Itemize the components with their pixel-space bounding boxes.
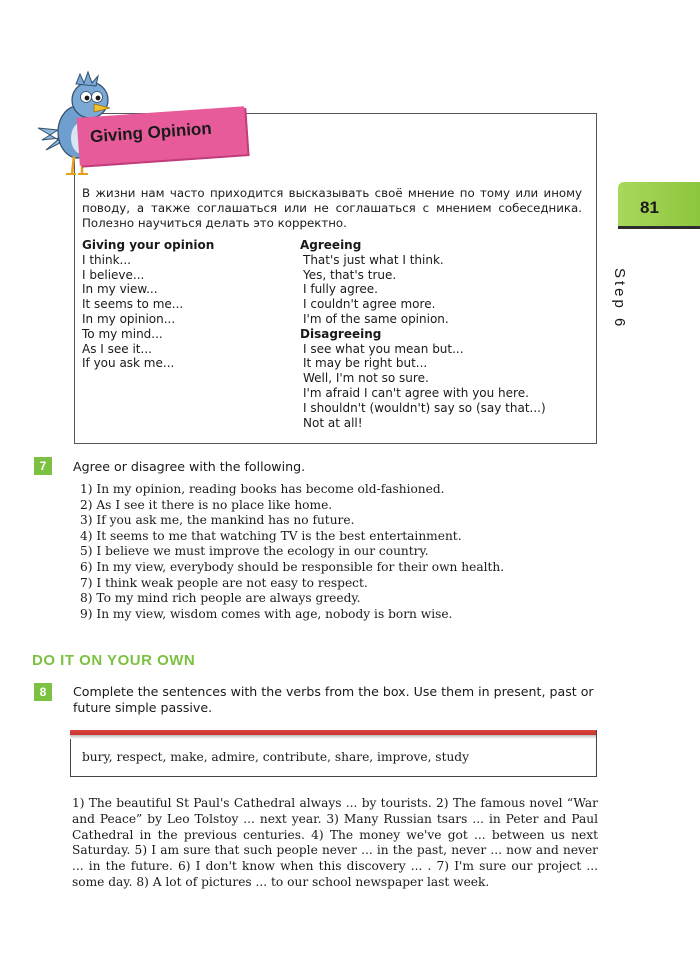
opinion-box-title: Giving Opinion [89,118,213,147]
word-box-shadow [70,735,596,739]
list-item: As I see it... [82,341,152,356]
exercise-7-badge: 7 [34,457,52,475]
list-item: I think... [82,252,131,267]
list-item: I'm afraid I can't agree with you here. [303,385,529,400]
exercise-7-instruction: Agree or disagree with the following. [73,459,306,474]
exercise-8-instruction: Complete the sentences with the verbs from the box. Use them in present, past or future simple passive. [73,684,594,715]
exercise-8-badge: 8 [34,683,52,701]
sentence-item: 8) To my mind rich people are always greedy. [80,591,361,606]
list-item: I'm of the same opinion. [303,311,449,326]
list-item: Not at all! [303,415,363,430]
list-item: In my opinion... [82,311,176,326]
list-item: I believe... [82,267,145,282]
exercise-8-paragraph: 1) The beautiful St Paul's Cathedral always ... by tourists. 2) The famous novel “War and Peace” by Leo Tolstoy ... next year. 3) Many Russian tsars ... in Peter and Paul Cathedral in the previous centuries. 4) The money we've got ... between us next Saturday. 5) I am sure that such people never ... in the past, never ... now and never ... in the future. 6) I don't know when this discovery ... . 7) I'm sure our project ... some day. 8) A lot of pictures ... to our school newspaper last week. [72,796,598,889]
list-item: I fully agree. [303,282,378,297]
word-box-verbs: bury, respect, make, admire, contribute, share, improve, study [82,750,469,764]
agree-disagree-column [300,238,546,430]
sentence-item: 3) If you ask me, the mankind has no future. [80,513,355,528]
section-heading: DO IT ON YOUR OWN [32,652,196,669]
list-item: I see what you mean but... [303,341,464,356]
list-item: I couldn't agree more. [303,297,436,312]
giving-heading: Giving your opinion [82,238,215,252]
list-item: To my mind... [82,326,163,341]
list-item: If you ask me... [82,356,175,371]
sentence-item: 1) In my opinion, reading books has become old-fashioned. [80,482,445,496]
step-label: Step 6 [611,268,628,330]
list-item: Yes, that's true. [303,267,397,282]
opinion-intro: В жизни нам часто приходится высказывать своё мнение по тому или иному поводу, а также соглашаться или не соглашаться с мнением собеседника. Полезно научиться делать это корректно. [82,186,582,230]
agreeing-heading: Agreeing [300,238,362,252]
list-item: I shouldn't (wouldn't) say so (say that...) [303,400,546,415]
disagreeing-heading: Disagreeing [300,326,382,341]
exercise-7-sentences [80,482,504,622]
sentence-item: 9) In my view, wisdom comes with age, nobody is born wise. [80,606,453,621]
sentence-item: 5) I believe we must improve the ecology in our country. [80,544,429,559]
list-item: In my view... [82,282,158,297]
page-number: 81 [640,198,659,217]
sentence-item: 2) As I see it there is no place like home. [80,497,333,512]
list-item: Well, I'm not so sure. [303,371,429,386]
list-item: It may be right but... [303,356,428,371]
page-side-tab [618,182,700,228]
giving-opinion-column [82,238,214,371]
sentence-item: 4) It seems to me that watching TV is the best entertainment. [80,528,462,543]
list-item: That's just what I think. [303,252,444,267]
side-tab-rule [618,226,700,229]
sentence-item: 7) I think weak people are not easy to respect. [80,575,368,590]
sentence-item: 6) In my view, everybody should be responsible for their own health. [80,559,505,574]
list-item: It seems to me... [82,297,184,312]
